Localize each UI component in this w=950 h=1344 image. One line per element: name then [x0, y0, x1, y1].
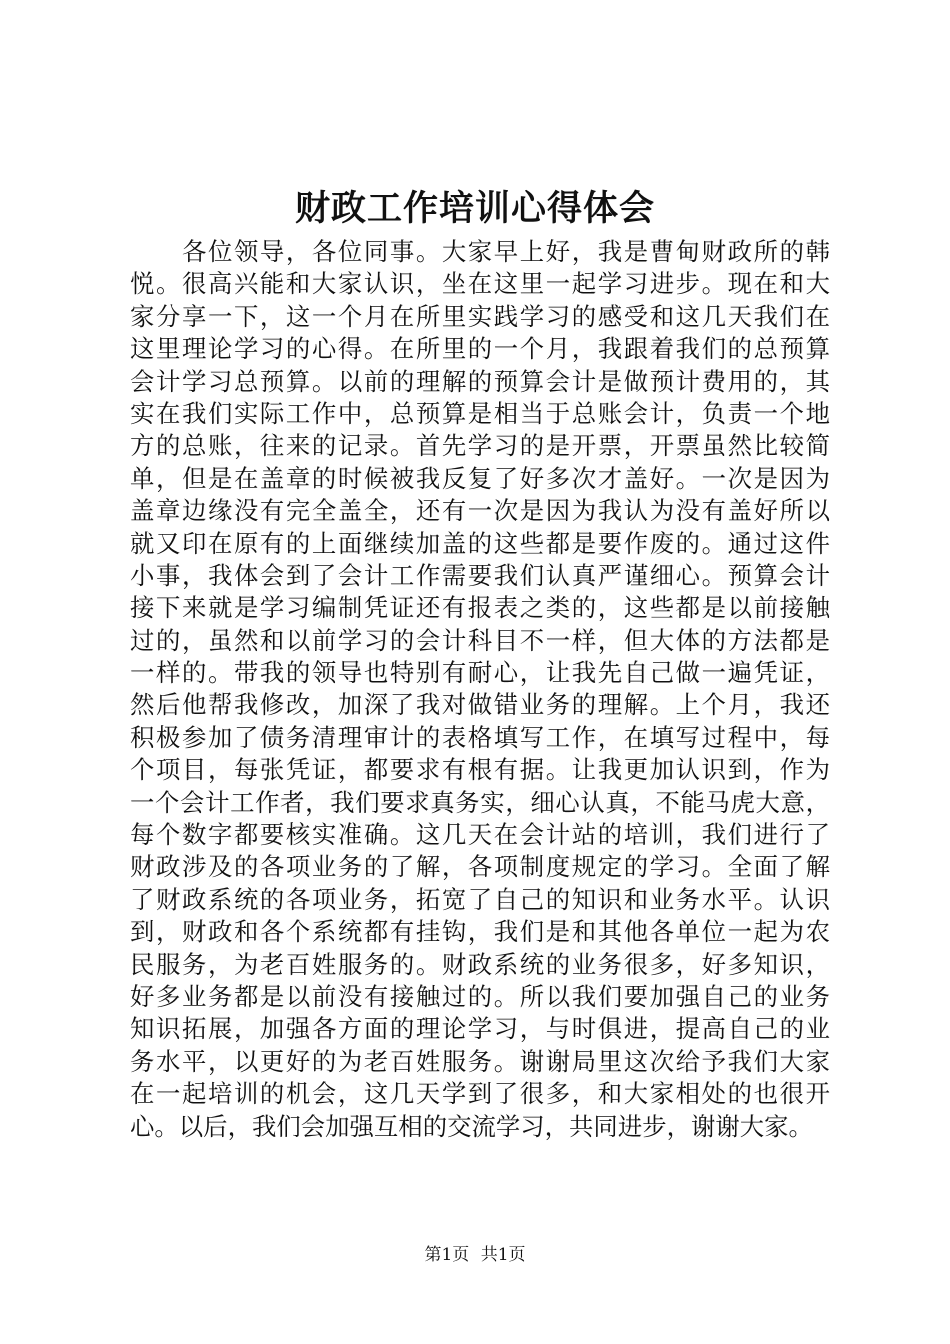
body-text-line: 小事，我体会到了会计工作需要我们认真严谨细心。预算会计 [130, 560, 830, 590]
body-text-line: 到，财政和各个系统都有挂钩，我们是和其他各单位一起为农 [130, 917, 830, 947]
body-text-line: 好多业务都是以前没有接触过的。所以我们要加强自己的业务 [130, 981, 830, 1011]
body-text-line: 过的，虽然和以前学习的会计科目不一样，但大体的方法都是 [130, 625, 830, 655]
body-text-line: 会计学习总预算。以前的理解的预算会计是做预计费用的，其 [130, 366, 830, 396]
body-text-line: 悦。很高兴能和大家认识，坐在这里一起学习进步。现在和大 [130, 269, 830, 299]
page-number-current: 第1页 [424, 1245, 470, 1265]
body-text-line: 了财政系统的各项业务，拓宽了自己的知识和业务水平。认识 [130, 884, 830, 914]
body-text-line: 单，但是在盖章的时候被我反复了好多次才盖好。一次是因为 [130, 463, 830, 493]
document-body [130, 236, 830, 1143]
body-text-line: 盖章边缘没有完全盖全，还有一次是因为我认为没有盖好所以 [130, 496, 830, 526]
body-text-line: 务水平，以更好的为老百姓服务。谢谢局里这次给予我们大家 [130, 1046, 830, 1076]
body-text-line: 这里理论学习的心得。在所里的一个月，我跟着我们的总预算 [130, 334, 830, 364]
body-text-line: 接下来就是学习编制凭证还有报表之类的，这些都是以前接触 [130, 593, 830, 623]
body-text-line: 民服务，为老百姓服务的。财政系统的业务很多，好多知识， [130, 949, 830, 979]
body-text-line: 实在我们实际工作中，总预算是相当于总账会计，负责一个地 [130, 398, 830, 428]
body-text-line: 就又印在原有的上面继续加盖的这些都是要作废的。通过这件 [130, 528, 830, 558]
body-text-line: 个项目，每张凭证，都要求有根有据。让我更加认识到，作为 [130, 755, 830, 785]
body-text-line: 财政涉及的各项业务的了解，各项制度规定的学习。全面了解 [130, 852, 830, 882]
body-text-line: 一样的。带我的领导也特别有耐心，让我先自己做一遍凭证， [130, 658, 830, 688]
body-text-line: 每个数字都要核实准确。这几天在会计站的培训，我们进行了 [130, 820, 830, 850]
body-text-line: 各位领导，各位同事。大家早上好，我是曹甸财政所的韩 [130, 237, 830, 266]
body-text-line: 家分享一下，这一个月在所里实践学习的感受和这几天我们在 [130, 301, 830, 331]
body-text-line: 一个会计工作者，我们要求真务实，细心认真，不能马虎大意， [130, 787, 830, 817]
body-text-line: 方的总账，往来的记录。首先学习的是开票，开票虽然比较简 [130, 431, 830, 461]
body-text-line: 知识拓展，加强各方面的理论学习，与时俱进，提高自己的业 [130, 1014, 830, 1044]
body-text-line: 然后他帮我修改，加深了我对做错业务的理解。上个月，我还 [130, 690, 830, 720]
body-text-line: 积极参加了债务清理审计的表格填写工作，在填写过程中，每 [130, 722, 830, 752]
page-number-total: 共1页 [480, 1245, 526, 1265]
document-title: 财政工作培训心得体会 [294, 188, 655, 229]
body-text-line: 在一起培训的机会，这几天学到了很多，和大家相处的也很开 [130, 1079, 830, 1109]
page-footer [0, 1244, 950, 1266]
body-text-line: 心。以后，我们会加强互相的交流学习，共同进步，谢谢大家。 [130, 1111, 813, 1141]
